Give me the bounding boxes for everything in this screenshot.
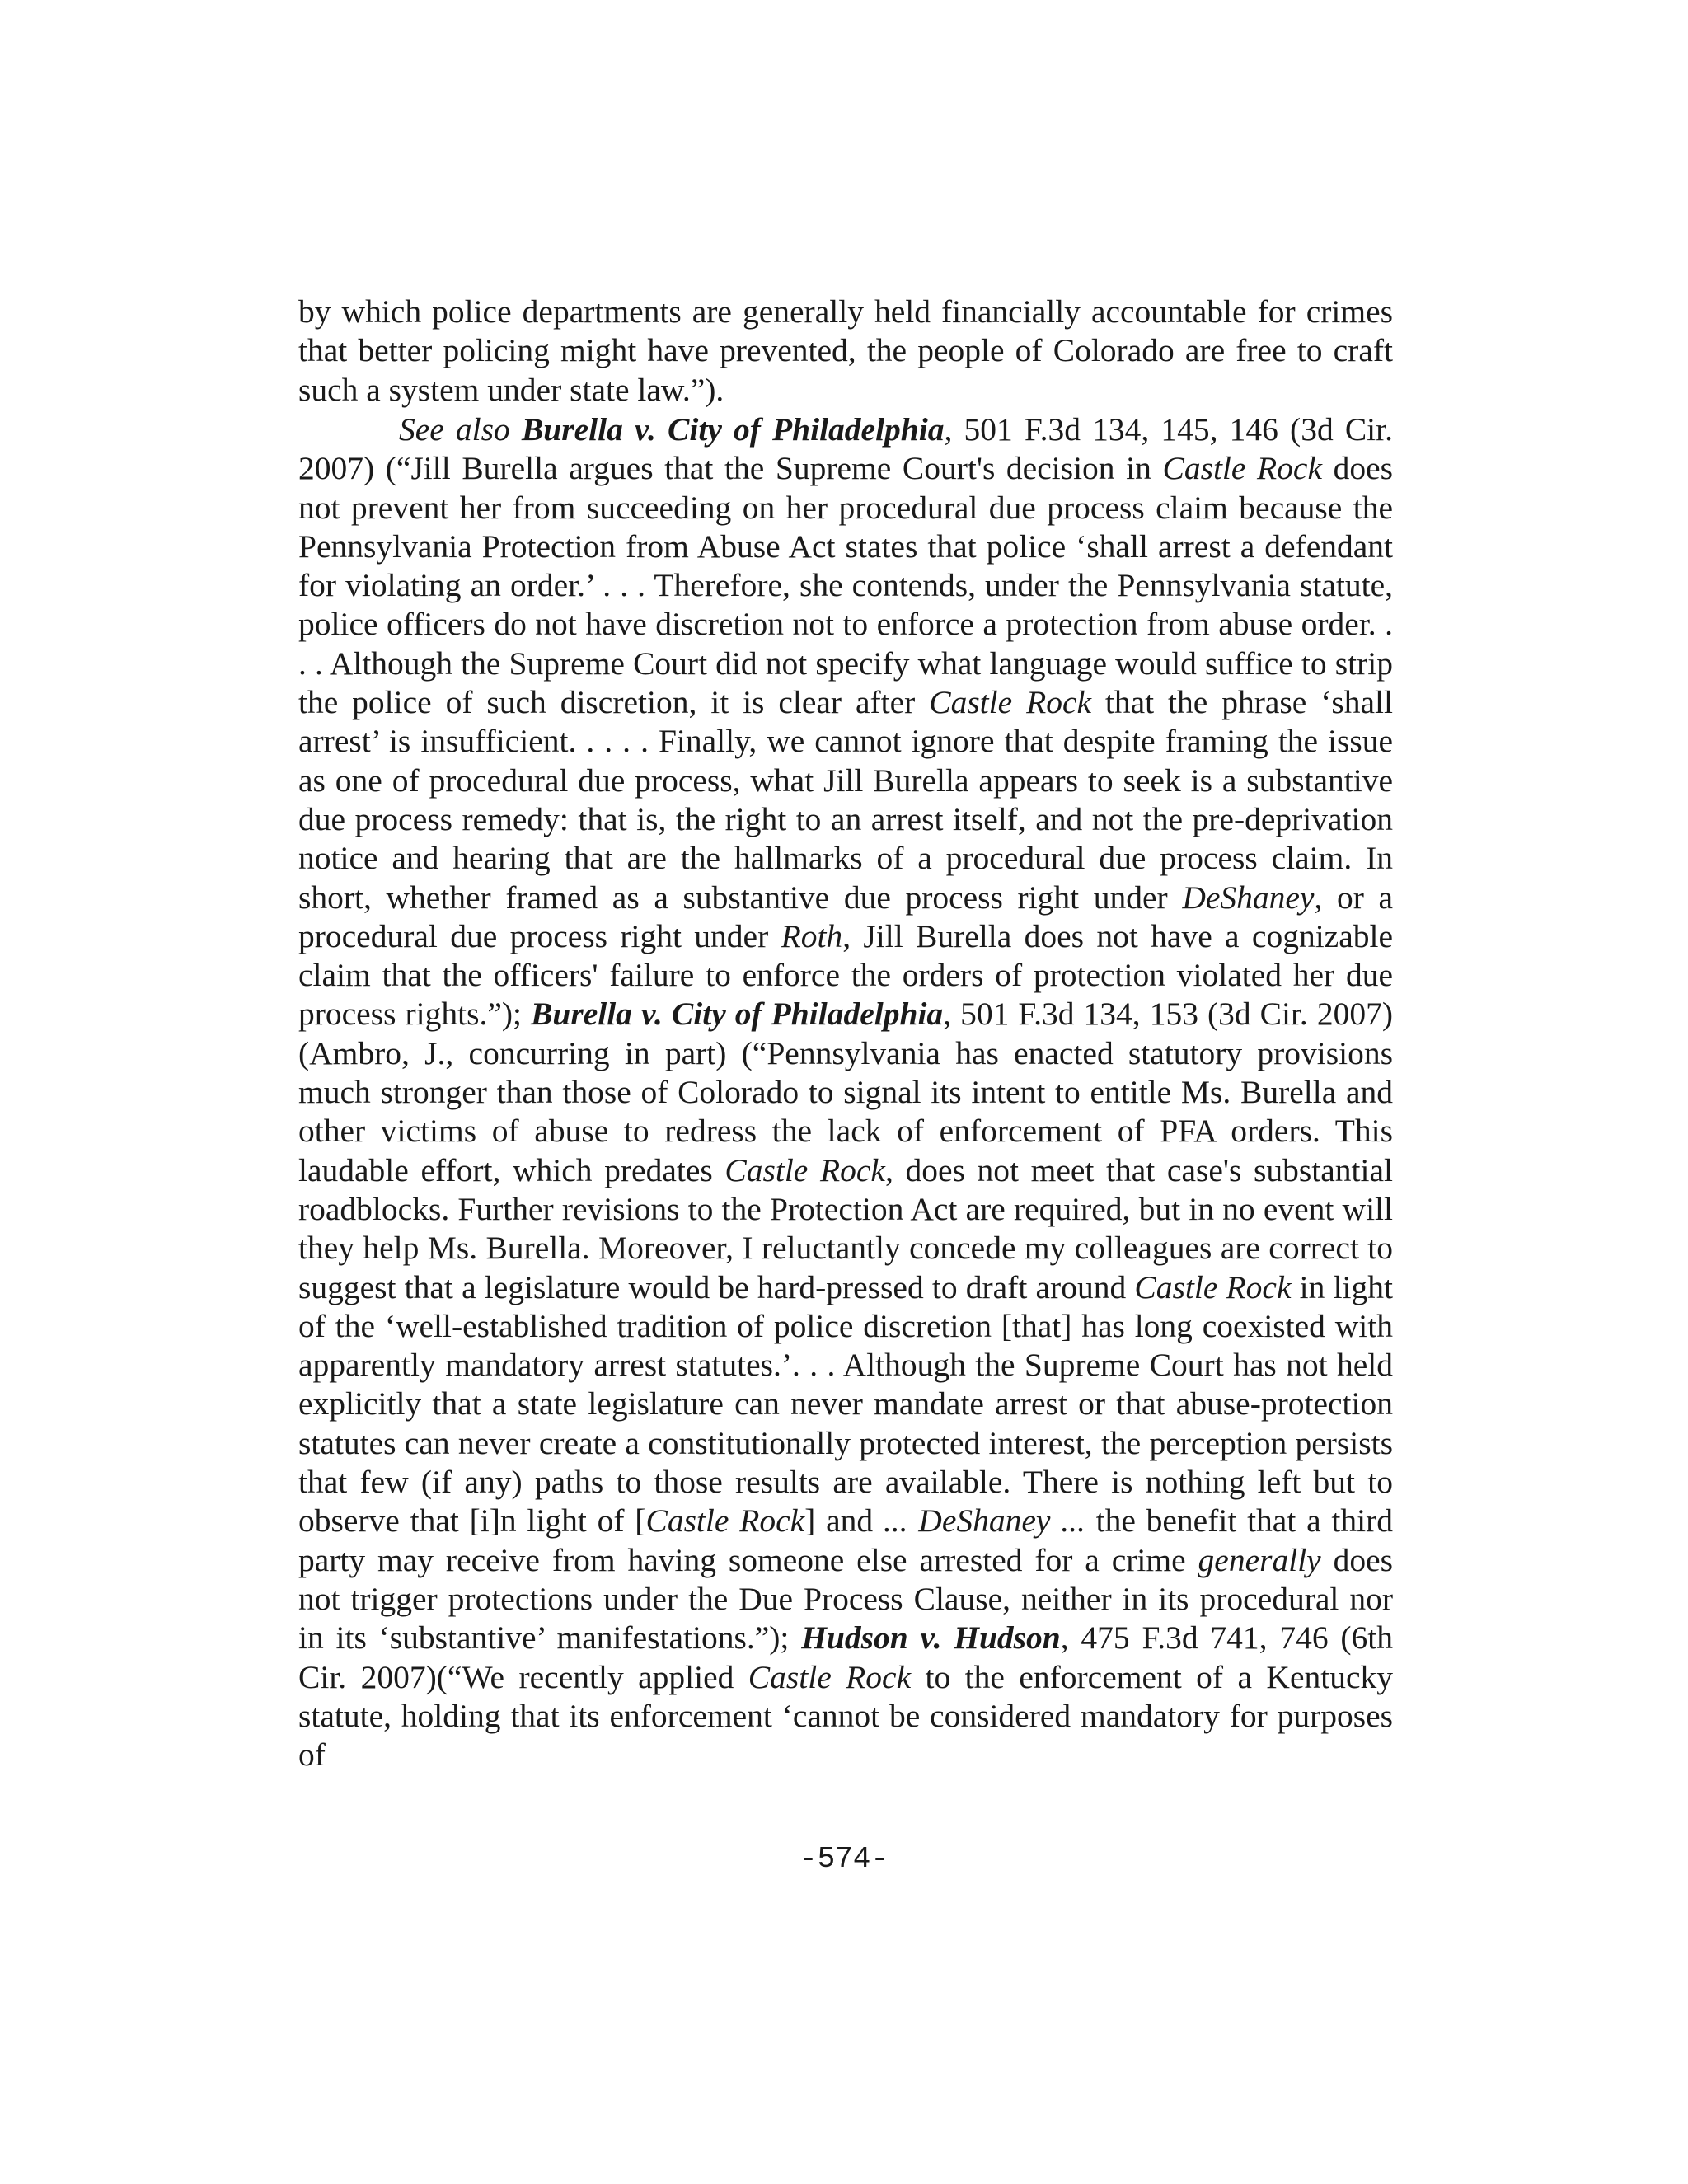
italic-text: generally (1198, 1541, 1321, 1578)
case-name: Hudson v. Hudson (801, 1619, 1061, 1657)
body-text: does not prevent her from succeeding on her procedural due process claim because the Pennsylvania Protection from Abuse Act states that police ‘shall arrest a defendant for violating an order.’ . . . Therefore, she contends, under the Pennsylvania statute, police officers do not have discretion not to enforce a protection from abuse order. . . . Although the Supreme Court did not specify what language would suffice to strip the police of such discretion, it is clear after (298, 450, 1393, 721)
case-name: Burella v. City of Philadelphia (521, 411, 945, 448)
body-text: by which police departments are generally held financially accountable for crimes that better policing might have prevented, the people of Colorado are free to craft such a system under state law.”). (298, 293, 1393, 408)
body-text: , or a procedural due process right under (298, 879, 1394, 954)
body-text: ] and (804, 1502, 884, 1540)
body-text: , 501 F.3d 134, 145, 146 (3d Cir. 2007) (“Jill Burella argues that the Supreme Court's decision in (298, 411, 1393, 487)
italic-text: DeShaney (1182, 879, 1315, 916)
italic-text: Castle Rock (645, 1502, 805, 1540)
italic-text: Castle Rock (1134, 1268, 1292, 1305)
body-text: , Jill Burella does not have a cognizable claim that the officers' failure to enforce the orders of protection violated her due process rights.”); (298, 917, 1393, 1033)
italic-text: See also (399, 411, 510, 448)
italic-text: Castle Rock (724, 1151, 885, 1188)
italic-text: Roth (781, 917, 843, 954)
body-text: , 475 F.3d 741, 746 (6th Cir. 2007)(“We recently applied (298, 1619, 1393, 1695)
body-text: , 501 F.3d 134, 153 (3d Cir. 2007) (Ambro, J., concurring in part) (“Pennsylvania has enacted statutory provisions much stronger than those of Colorado to signal its intent to entitle Ms. Burella and other victims of abuse to redress the lack of enforcement of PFA orders. This laudable effort, which predates (298, 996, 1393, 1188)
body-text: to the enforcement of a Kentucky statute, holding that its enforcement ‘cannot be considered mandatory for purposes of (298, 1658, 1393, 1774)
italic-text: Castle Rock (748, 1658, 912, 1695)
page-number: -574- (799, 1842, 889, 1876)
body-text: that the phrase ‘shall arrest’ is insufficient. . . . . Finally, we cannot ignore that despite framing the issue as one of procedural due process, what Jill Burella appears to seek is a substantive due process remedy: that is, the right to an arrest itself, and not the pre-deprivation notice and hearing that are the hallmarks of a procedural due process claim. In short, whether framed as a substantive due process right under (298, 684, 1393, 916)
italic-text: Castle Rock (929, 684, 1092, 721)
body-text: in light of the ‘well-established tradition of police discretion [that] has long coexisted with apparently mandatory arrest statutes.’. . . Although the Supreme Court has not held explicitly that a state legislature can never mandate arrest or that abuse-protection statutes can never create a constitutionally protected interest, the perception persists that few (if any) paths to those results are available. There is nothing left but to observe that [i]n light of [ (298, 1268, 1393, 1540)
continuation-paragraph (298, 293, 1393, 410)
body-text: does not trigger protections under the Due Process Clause, neither in its procedural nor in its ‘substantive’ manifestations.”); (298, 1541, 1393, 1657)
italic-text: ... DeShaney ... (883, 1502, 1085, 1540)
body-text: the benefit that a third party may receive from having someone else arrested for a crime (298, 1502, 1393, 1578)
body-text: , does not meet that case's substantial roadblocks. Further revisions to the Protection Act are required, but in no event will they help Ms. Burella. Moreover, I reluctantly concede my colleagues are correct to suggest that a legislature would be hard-pressed to draft around (298, 1151, 1393, 1305)
body-text (510, 411, 522, 448)
case-name: Burella v. City of Philadelphia (531, 996, 944, 1033)
italic-text: Castle Rock (1162, 450, 1322, 487)
see-also-paragraph (298, 410, 1393, 1774)
